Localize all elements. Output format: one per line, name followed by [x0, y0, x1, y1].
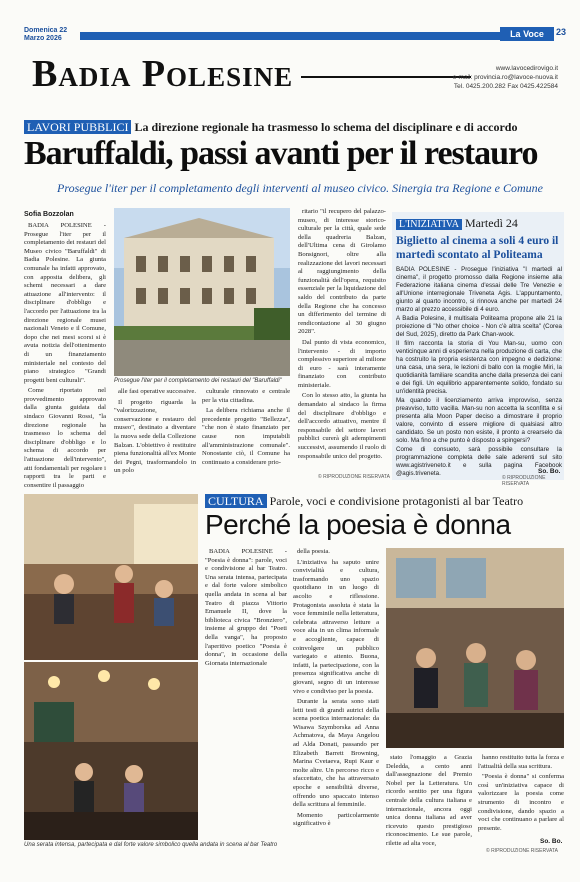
- section-title: [32, 52, 471, 96]
- main-kicker: [24, 120, 564, 134]
- poetry-photo-1-image: [24, 494, 198, 660]
- culture-signature: So. Bo.: [540, 838, 563, 845]
- sidebox-para: A Badia Polesine, il multisala Politeama propone alle 21 la proiezione di "No other choice - Non c'è altra scelta" (Corea del Sud, 2025), diretto da Park Chan-wook.: [396, 315, 562, 338]
- main-repro-note: © RIPRODUZIONE RISERVATA: [318, 474, 390, 480]
- culture-col-3-para: stato l'omaggio a Grazia Deledda, a cento anni dall'assegnazione del Premio Nobel per la Letteratura. Un ricordo sentito per una figura centrale della cultura italiana e internazionale, ancora oggi unica donna italiana ad aver ricevuto questo prestigioso riconoscimento. Le sue parole, rilette ad alta voce,: [386, 754, 472, 847]
- poetry-photo-caption: Una serata intensa, partecipata e dal forte valore simbolico quella andata in scena al bar Teatro: [24, 842, 278, 848]
- cinema-sidebox: [392, 212, 564, 487]
- sidebox-header: [396, 216, 518, 231]
- culture-col-4-para: "Poesia è donna" si conferma così un'iniziativa capace di valorizzare la poesia come strumento di incontro e condivisione, dando spazio a voci che continuano a parlare al presente.: [478, 773, 564, 832]
- sidebox-para: BADIA POLESINE - Prosegue l'iniziativa "I martedì al cinema", il progetto promosso dalla Regione insieme alla Federazione italiana cinema d'essai delle Tre Venezie e all'Unione interregionale Triveneta Agis. L'appuntamento, giunto al quarto incontro, si rinnova anche per martedì 24 marzo al prezzo accessibile di 4 euro.: [396, 266, 562, 313]
- contact-tel: Tel. 0425.200.282 Fax 0425.422584: [453, 83, 558, 90]
- sidebox-title: Biglietto al cinema a soli 4 euro il martedì scontato al Politeama: [396, 235, 559, 261]
- date-month: Marzo 2026: [24, 35, 62, 42]
- main-col-2-para: alle fasi operative successive.: [118, 388, 196, 395]
- sidebox-para: Il film racconta la storia di You Man-su, uomo con venticinque anni di esperienza nella produzione di carta, che ha costruito la propria esistenza con impegno e dedizione: una casa, una sera, le lezioni di ballo con la moglie Miri, la quotidianità familiare scandita anche dalla presenza dei cani e dei figli. Un equilibrio apparentemente solido, fondato su un'identità precisa.: [396, 340, 562, 395]
- sidebox-signature: So. Bo.: [538, 468, 561, 475]
- contact-box: [430, 64, 558, 91]
- main-col-1: [24, 222, 106, 489]
- main-col-3-para: La delibera richiama anche il precedente progetto "Bellezza", "che non è stato finanziato per cause non imputabili all'amministrazione comunale". Nonostante ciò, il Comune ha continuato a considerare prio-: [202, 407, 290, 466]
- main-section-tag: LAVORI PUBBLICI: [24, 120, 131, 134]
- main-col-3-para: culturale rinnovato e centrale per la vita cittadina.: [202, 388, 290, 404]
- main-kicker-text: La direzione regionale ha trasmesso lo schema del disciplinare e di accordo: [134, 120, 518, 134]
- culture-repro-note: © RIPRODUZIONE RISERVATA: [486, 848, 558, 854]
- culture-col-2: [293, 548, 379, 840]
- issue-date: [24, 27, 67, 43]
- page-header: [0, 0, 580, 50]
- culture-col-2-para: Momento particolarmente significativo è: [293, 811, 379, 828]
- museum-photo: [114, 208, 290, 376]
- main-col-1-para: Come riportato nel provvedimento approvato dalla giunta guidata dal sindaco Giovanni Rossi, "la direzione regionale ha trasmesso lo schema del disciplinare d'obbligo e lo schema di accordo per l'attuazione dell'intervento", atti fondamentali per regolare i rapporti tra le parti e consentire il passaggio: [24, 387, 106, 489]
- main-col-4: [298, 208, 386, 472]
- culture-col-2-para: Durante la serata sono stati letti testi di grandi autrici della scena poetica internazionale: da Wisawa Szymborska ad Anna Achmatova, da Maya Angelou ad Alda Donati, passando per Elizabeth Barrett Browning, Marina Cvetaeva, Rupi Kaur e molte altre. Un percorso ricco e sfaccettato, che ha attraversato epoche e sensibilità diverse, offrendo uno spaccato intenso della scrittura al femminile.: [293, 698, 379, 809]
- culture-col-4: [478, 754, 564, 838]
- page-number: 23: [556, 27, 567, 37]
- culture-kicker: [205, 494, 565, 509]
- main-col-4-para: Dal punto di vista economico, l'intervento - di importo complessivo superiore al milione di euro - sarà interamente finanziato con contributo ministeriale.: [298, 338, 386, 389]
- contact-email[interactable]: e-mail: provincia.ro@lavoce-nuova.it: [452, 74, 558, 81]
- poetry-photo-2-image: [24, 662, 198, 840]
- date-day: Domenica 22: [24, 27, 68, 34]
- main-col-4-para: Con lo stesso atto, la giunta ha demandato al sindaco la firma del disciplinare d'obbligo e dell'accordo attuativo, mentre il responsabile del settore lavori pubblici curerà gli adempimenti successivi, assumendo il ruolo di responsabile unico del progetto.: [298, 392, 386, 460]
- main-col-1-para: BADIA POLESINE - Prosegue l'iter per il completamento dei restauri del Museo civico "Baruffaldi" di Badia Polesine. La giunta comunale ha infatti approvato, con apposita delibera, gli schemi necessari a dare attuazione all'intervento: il disciplinare d'obbligo e l'accordo per l'attuazione tra la direzione regionale musei nazionali Veneto e il Comune, dopo che nei mesi scorsi si è avuta notizia dell'ottenimento di un finanziamento ministeriale nel contesto del piano strategico "Grandi progetti beni culturali".: [24, 222, 106, 384]
- poetry-photo-3-image: [386, 548, 564, 748]
- culture-col-1: [205, 548, 287, 840]
- byline: Sofia Bozzolan: [24, 211, 74, 218]
- main-col-2-para: Il progetto riguarda la "valorizzazione, conservazione e restauro del museo", destinato a diventare la nuova sede della Collezione Balzan. L'obiettivo è restituire piena funzionalità all'ex Monte dei Pegni, trasformandolo in un polo: [114, 398, 196, 475]
- brand-logo: La Voce: [500, 27, 554, 41]
- main-headline: Baruffaldi, passi avanti per il restauro: [24, 135, 538, 172]
- poetry-photo-1: [24, 494, 198, 660]
- sidebox-para: Ma quando il licenziamento arriva improvviso, senza preavviso, tutto vacilla. Man-su non accetta la sconfitta e si presenta alla Moon Paper deciso a dimostrare il proprio valore, convinto di essere migliore di qualsiasi altro candidato. Se un posto non esiste, il pronto a crearselo da solo. Ma fino a che punto è disposto a spingersi?: [396, 397, 562, 444]
- sidebox-tag: L'INIZIATIVA: [396, 219, 462, 230]
- poetry-photo-2: [24, 662, 198, 840]
- culture-col-2-para: L'iniziativa ha saputo unire convivialità e cultura, trasformando uno spazio quotidiano in un luogo di ascolto e riflessione. Protagonista assoluta è stata la voce femminile nella letteratura, celebrata attraverso letture a voce alta in un clima informale e accogliente, capace di coinvolgere un pubblico variegato e attento. Buona, infatti, la partecipazione, con la presenza significativa anche di giovani, segno di un interesse vivo e condiviso per la poesia.: [293, 558, 379, 695]
- main-col-3: [202, 388, 290, 480]
- culture-col-2-para: della poesia.: [297, 548, 330, 555]
- poetry-photo-3: [386, 548, 564, 748]
- main-col-4-para: ritario "il recupero del palazzo-museo, di interesse storico-culturale per la città, quale sede della quadreria Balzan, dell'Ultima cena di Girolamo Bonsignori, oltre alla realizzazione dei lavori necessari al raggiungimento della funzionalità dell'opera, requisito essenziale per la liquidazione del saldo del contributo da parte della Regione che ha concesso un differimento del termine di rendicontazione al 30 giugno 2028".: [298, 208, 386, 336]
- sidebox-para: Come di consueto, sarà possibile consultare la programmazione completa delle sale aderenti sul sito www.agistriveneto.it e sulla pagina Facebook @agis.triveneta.: [396, 446, 562, 477]
- contact-web[interactable]: www.lavocedirovigo.it: [495, 65, 558, 72]
- sidebox-repro-note: © RIPRODUZIONE RISERVATA: [502, 475, 546, 487]
- sidebox-day: Martedì 24: [464, 216, 518, 230]
- main-col-2: [114, 388, 196, 480]
- culture-col-1-para: BADIA POLESINE - "Poesia è donna": parole, voci e condivisione al bar Teatro. Una serata intensa, partecipata e dal forte valore simbolico quella andata in scena al bar Teatro di piazza Vittorio Emanuele II, dove la biblioteca civica "Bronziero", insieme al gruppo dei "Poeti della vanga", ha proposto l'aperitivo poetico "Poesia è donna", in occasione della Giornata internazionale: [205, 548, 287, 667]
- culture-headline: Perché la poesia è donna: [205, 509, 511, 540]
- main-photo-caption: Prosegue l'iter per il completamento dei restauri del "Baruffaldi": [114, 378, 282, 384]
- museum-photo-image: [114, 208, 290, 376]
- culture-section-tag: CULTURA: [205, 494, 267, 508]
- culture-col-4-para: hanno restituito tutta la forza e l'attualità della sua scrittura.: [478, 754, 564, 770]
- section-title-text: Badia Polesine: [32, 53, 294, 95]
- culture-col-3: [386, 754, 472, 850]
- header-band: [80, 32, 520, 40]
- main-subhead: Prosegue l'iter per il completamento degli interventi al museo civico. Sinergia tra Regione e Comune: [57, 181, 543, 195]
- culture-kicker-text: Parole, voci e condivisione protagonisti al bar Teatro: [269, 494, 524, 508]
